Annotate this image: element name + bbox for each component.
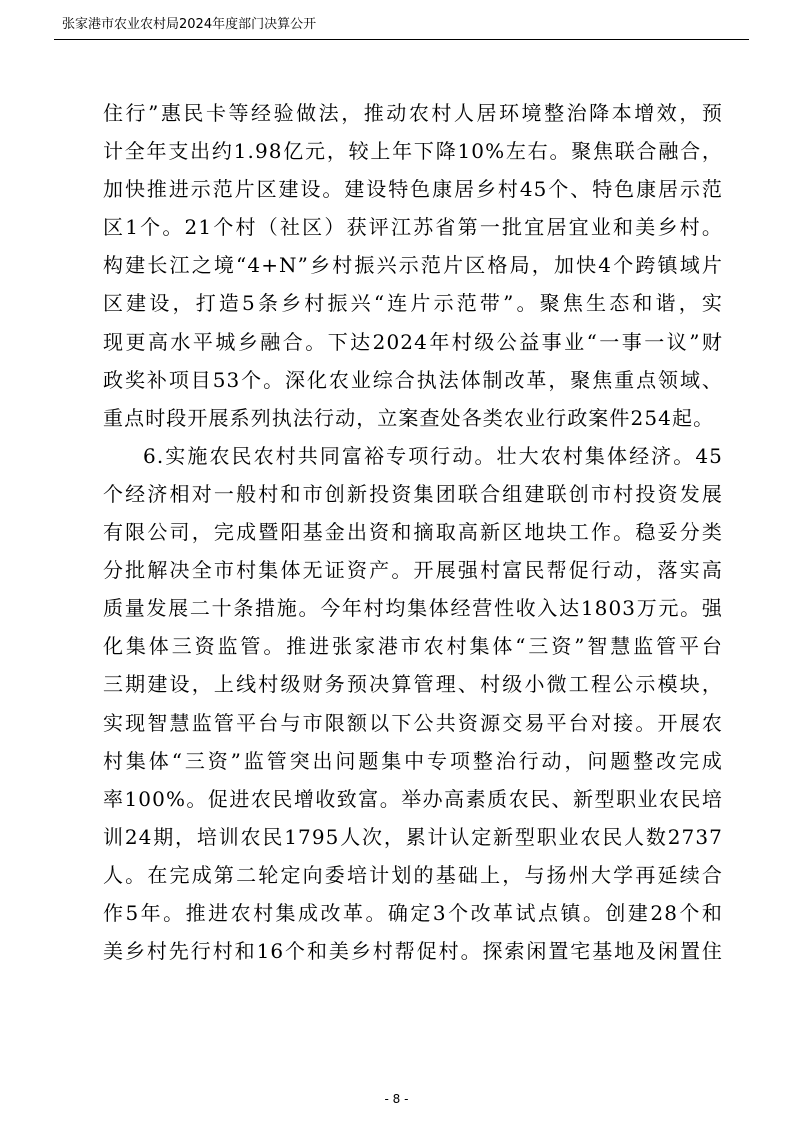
text-line: 村集体“三资”监管突出问题集中专项整治行动，问题整改完成 <box>103 748 723 773</box>
text-line: 住行”惠民卡等经验做法，推动农村人居环境整治降本增效，预 <box>103 101 723 125</box>
text-line: 现更高水平城乡融合。下达2024年村级公益事业“一事一议”财 <box>103 329 723 354</box>
text-line: 构建长江之境“4+N”乡村振兴示范片区格局，加快4个跨镇域片 <box>103 253 723 278</box>
text-line: 分批解决全市村集体无证资产。开展强村富民帮促行动，落实高 <box>103 558 723 583</box>
document-header: 张家港市农业农村局2024年度部门决算公开 <box>62 17 317 32</box>
text-line: 有限公司，完成暨阳基金出资和摘取高新区地块工作。稳妥分类 <box>103 520 723 545</box>
text-line: 三期建设，上线村级财务预决算管理、村级小微工程公示模块， <box>103 672 723 697</box>
text-line: 重点时段开展系列执法行动，立案查处各类农业行政案件254起。 <box>103 405 715 430</box>
text-line: 作5年。推进农村集成改革。确定3个改革试点镇。创建28个和 <box>103 900 723 925</box>
text-line: 6.实施农民农村共同富裕专项行动。壮大农村集体经济。45 <box>143 443 723 468</box>
text-line: 质量发展二十条措施。今年村均集体经营性收入达1803万元。强 <box>103 596 723 621</box>
text-line: 训24期，培训农民1795人次，累计认定新型职业农民人数2737 <box>103 824 723 849</box>
text-line: 加快推进示范片区建设。建设特色康居乡村45个、特色康居示范 <box>103 177 723 202</box>
text-line: 政奖补项目53个。深化农业综合执法体制改革，聚焦重点领域、 <box>103 367 723 392</box>
text-line: 美乡村先行村和16个和美乡村帮促村。探索闲置宅基地及闲置住 <box>103 939 723 964</box>
header-divider <box>54 39 749 40</box>
text-line: 区建设，打造5条乡村振兴“连片示范带”。聚焦生态和谐，实 <box>103 291 723 316</box>
text-line: 率100%。促进农民增收致富。举办高素质农民、新型职业农民培 <box>103 786 723 811</box>
text-line: 化集体三资监管。推进张家港市农村集体“三资”智慧监管平台 <box>103 634 723 659</box>
text-line: 实现智慧监管平台与市限额以下公共资源交易平台对接。开展农 <box>103 710 723 735</box>
page-number: - 8 - <box>384 1092 409 1106</box>
text-line: 人。在完成第二轮定向委培计划的基础上，与扬州大学再延续合 <box>103 862 723 887</box>
text-line: 区1个。21个村（社区）获评江苏省第一批宜居宜业和美乡村。 <box>103 215 723 240</box>
text-line: 计全年支出约1.98亿元，较上年下降10%左右。聚焦联合融合， <box>103 139 723 164</box>
text-line: 个经济相对一般村和市创新投资集团联合组建联创市村投资发展 <box>103 481 723 506</box>
body-text <box>103 94 723 970</box>
